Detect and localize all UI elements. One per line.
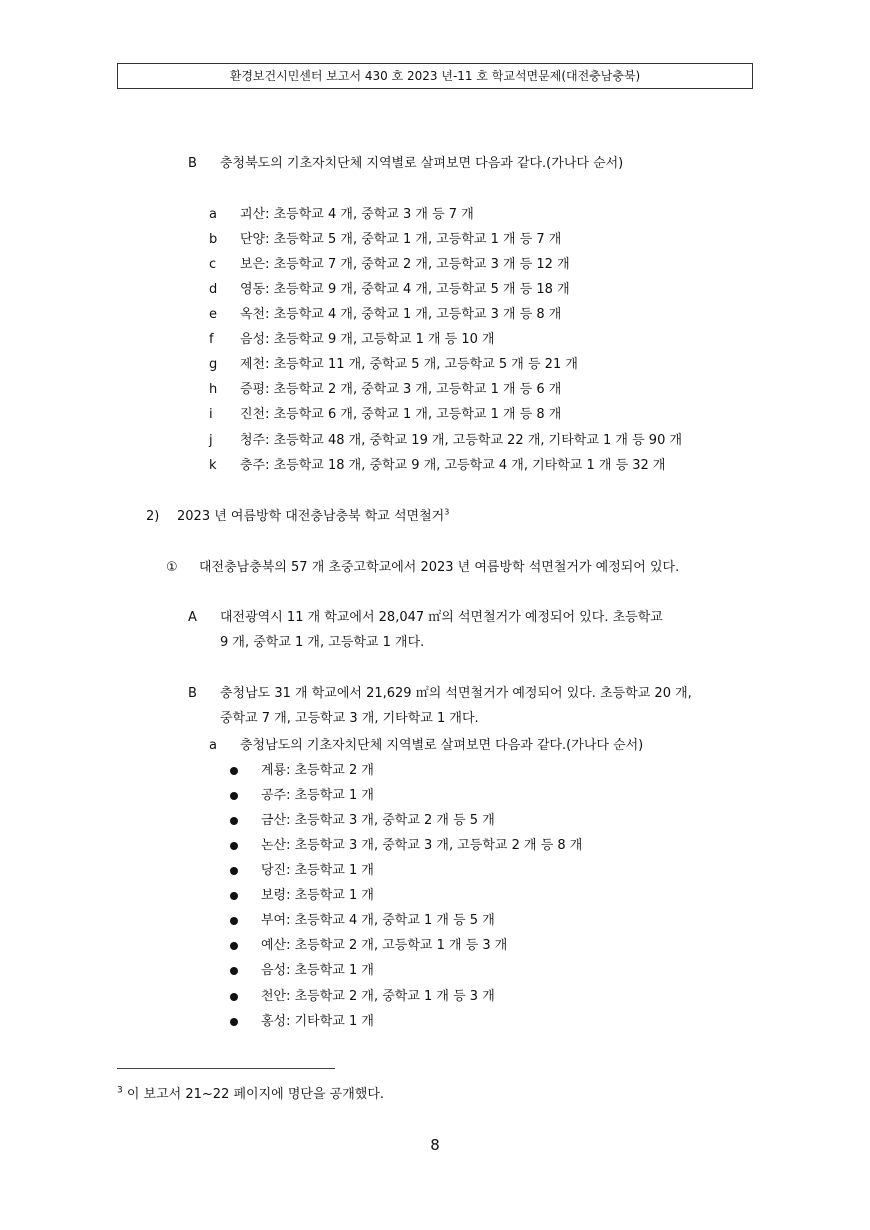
list-item-text: 영동: 초등학교 9 개, 중학교 4 개, 고등학교 5 개 등 18 개 — [240, 282, 570, 297]
footnote — [117, 1086, 384, 1104]
list-marker: b — [209, 232, 218, 247]
bullet-icon — [230, 767, 238, 775]
list-item-text: 보은: 초등학교 7 개, 중학교 2 개, 고등학교 3 개 등 12 개 — [240, 257, 570, 272]
bullet-icon — [230, 1018, 238, 1026]
point-1-marker: ① — [166, 560, 178, 575]
list-marker: j — [209, 433, 213, 448]
list-item-text: 공주: 초등학교 1 개 — [261, 788, 374, 803]
bullet-icon — [230, 817, 238, 825]
section-b-marker: B — [188, 156, 197, 171]
list-item-text: 천안: 초등학교 2 개, 중학교 1 개 등 3 개 — [261, 989, 495, 1004]
list-item-text: 청주: 초등학교 48 개, 중학교 19 개, 고등학교 22 개, 기타학교 1 개 등 90 개 — [240, 433, 683, 448]
list-item-text: 음성: 초등학교 1 개 — [261, 963, 374, 978]
footnote-text: 이 보고서 21~22 페이지에 명단을 공개했다. — [122, 1087, 385, 1102]
list-item-text: 증평: 초등학교 2 개, 중학교 3 개, 고등학교 1 개 등 6 개 — [240, 382, 562, 397]
bullet-icon — [230, 942, 238, 950]
section-2-title-text: 2023 년 여름방학 대전충남충북 학교 석면철거 — [177, 509, 445, 524]
list-marker: f — [209, 332, 214, 347]
list-item-text: 음성: 초등학교 9 개, 고등학교 1 개 등 10 개 — [240, 332, 495, 347]
bullet-icon — [230, 993, 238, 1001]
footnote-ref[interactable]: 3 — [444, 507, 450, 517]
daejeon-marker: A — [188, 610, 197, 625]
daejeon-line-2: 9 개, 중학교 1 개, 고등학교 1 개다. — [220, 635, 425, 650]
list-item-text: 부여: 초등학교 4 개, 중학교 1 개 등 5 개 — [261, 913, 495, 928]
chungnam-marker: B — [188, 686, 197, 701]
chungnam-line-2: 중학교 7 개, 고등학교 3 개, 기타학교 1 개다. — [220, 711, 479, 726]
section-b-text: 충청북도의 기초자치단체 지역별로 살펴보면 다음과 같다.(가나다 순서) — [220, 156, 624, 171]
list-item-text: 홍성: 기타학교 1 개 — [261, 1014, 374, 1029]
list-item-text: 단양: 초등학교 5 개, 중학교 1 개, 고등학교 1 개 등 7 개 — [240, 232, 562, 247]
list-marker: i — [209, 407, 213, 422]
list-item-text: 보령: 초등학교 1 개 — [261, 888, 374, 903]
daejeon-line-1: 대전광역시 11 개 학교에서 28,047 ㎡의 석면철거가 예정되어 있다. 초등학교 — [220, 610, 663, 625]
list-marker: e — [209, 307, 217, 322]
list-item-text: 괴산: 초등학교 4 개, 중학교 3 개 등 7 개 — [240, 207, 474, 222]
bullet-icon — [230, 917, 238, 925]
list-marker: c — [209, 257, 217, 272]
list-item-text: 충주: 초등학교 18 개, 중학교 9 개, 고등학교 4 개, 기타학교 1 개 등 32 개 — [240, 458, 666, 473]
point-1-text: 대전충남충북의 57 개 초중고학교에서 2023 년 여름방학 석면철거가 예정되어 있다. — [199, 560, 680, 575]
list-item-text: 금산: 초등학교 3 개, 중학교 2 개 등 5 개 — [261, 813, 495, 828]
section-2-title — [177, 508, 449, 526]
bullet-icon — [230, 867, 238, 875]
list-marker: g — [209, 357, 218, 372]
list-marker: a — [209, 207, 217, 222]
list-item-text: 제천: 초등학교 11 개, 중학교 5 개, 고등학교 5 개 등 21 개 — [240, 357, 578, 372]
list-marker: h — [209, 382, 218, 397]
list-item-text: 당진: 초등학교 1 개 — [261, 863, 374, 878]
list-marker: k — [209, 458, 217, 473]
chungnam-line-1: 충청남도 31 개 학교에서 21,629 ㎡의 석면철거가 예정되어 있다. 초등학교 20 개, — [220, 686, 692, 701]
list-marker: d — [209, 282, 218, 297]
chungnam-sub-marker: a — [209, 738, 217, 753]
list-item-text: 계룡: 초등학교 2 개 — [261, 763, 374, 778]
bullet-icon — [230, 792, 238, 800]
page-number: 8 — [430, 1136, 440, 1154]
chungnam-sub-text: 충청남도의 기초자치단체 지역별로 살펴보면 다음과 같다.(가나다 순서) — [240, 738, 644, 753]
section-2-marker: 2) — [146, 509, 160, 524]
list-item-text: 논산: 초등학교 3 개, 중학교 3 개, 고등학교 2 개 등 8 개 — [261, 838, 583, 853]
footnote-number: 3 — [117, 1085, 123, 1096]
list-item-text: 예산: 초등학교 2 개, 고등학교 1 개 등 3 개 — [261, 938, 508, 953]
bullet-icon — [230, 892, 238, 900]
footnote-divider — [117, 1068, 335, 1069]
bullet-icon — [230, 842, 238, 850]
list-item-text: 진천: 초등학교 6 개, 중학교 1 개, 고등학교 1 개 등 8 개 — [240, 407, 562, 422]
list-item-text: 옥천: 초등학교 4 개, 중학교 1 개, 고등학교 3 개 등 8 개 — [240, 307, 562, 322]
bullet-icon — [230, 967, 238, 975]
report-header: 환경보건시민센터 보고서 430 호 2023 년-11 호 학교석면문제(대전충남충북) — [117, 63, 753, 89]
